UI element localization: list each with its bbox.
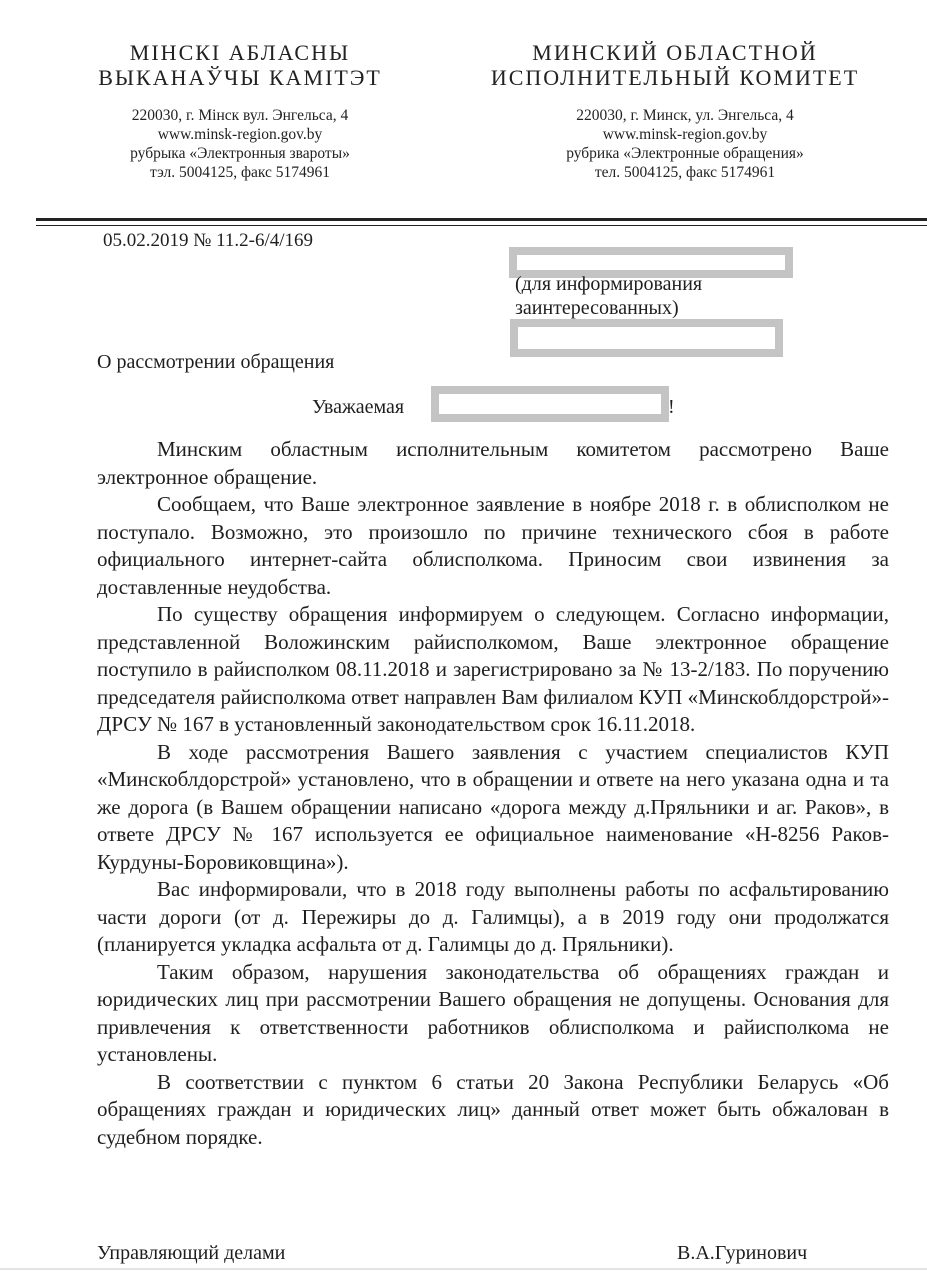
paragraph-not-received: Сообщаем, что Ваше электронное заявление в ноябре 2018 г. в облисполком не поступало. Возможно, это произошло по причине технического сбоя в работе официального интернет-сайта облисполкома. Приносим свои извинения за доставленные неудобства.	[97, 492, 889, 599]
org-title-ru-line2: ИСПОЛНИТЕЛЬНЫЙ КОМИТЕТ	[490, 65, 860, 90]
address-ru: 220030, г. Минск, ул. Энгельса, 4	[576, 107, 794, 124]
website-be: www.minsk-region.gov.by	[157, 126, 323, 143]
page-bottom-edge	[0, 1268, 927, 1270]
redacted-recipient-address	[510, 319, 783, 357]
address-be: 220030, г. Мінск вул. Энгельса, 4	[131, 107, 349, 124]
paragraph-asphalt-works: Вас информировали, что в 2018 году выполнены работы по асфальтированию части дороги (от д. Пережиры до д. Галимцы), а в 2019 году они продолжатся (планируется укладка асфальта от д. Галимцы до д. Пряльники).	[97, 877, 889, 956]
signature-position: Управляющий делами	[97, 1242, 286, 1264]
subject-line: О рассмотрении обращения	[97, 351, 335, 373]
paragraph-road-identity: В ходе рассмотрения Вашего заявления с участием специалистов КУП «Минскоблдорстрой» установлено, что в обращении и ответе на него указана одна и та же дорога (в Вашем обращении написано «дорога между д.Пряльники и аг. Раков», в ответе ДРСУ № 167 используется ее официальное наименование «Н-8256 Раков-Курдуны-Боровиковщина»).	[97, 739, 889, 874]
paragraph-review-notice: Минским областным исполнительным комитетом рассмотрено Ваше электронное обращение.	[97, 437, 889, 489]
recipient-note-line1: (для информирования	[515, 273, 703, 295]
header-divider-thick	[36, 218, 927, 221]
org-title-be-line1: МІНСКІ АБЛАСНЫ	[129, 40, 351, 65]
redacted-salutation-name	[431, 386, 669, 422]
letter-body	[97, 436, 889, 1151]
rubric-be: рубрыка «Электронныя звароты»	[130, 145, 350, 162]
signature-name: В.А.Гуринович	[677, 1242, 808, 1264]
phone-be: тэл. 5004125, факс 5174961	[149, 164, 331, 181]
phone-ru: тел. 5004125, факс 5174961	[594, 164, 776, 181]
org-title-ru-line1: МИНСКИЙ ОБЛАСТНОЙ	[532, 40, 818, 65]
website-ru: www.minsk-region.gov.by	[602, 126, 768, 143]
header-divider-thin	[36, 225, 927, 226]
paragraph-appeal-rights: В соответствии с пунктом 6 статьи 20 Закона Республики Беларусь «Об обращениях граждан и юридических лиц» данный ответ может быть обжалован в судебном порядке.	[97, 1069, 889, 1149]
salutation-prefix: Уважаемая	[312, 396, 405, 418]
header-right	[480, 40, 870, 182]
rubric-ru: рубрика «Электронные обращения»	[566, 145, 804, 162]
salutation-suffix: !	[668, 396, 675, 418]
paragraph-substance: По существу обращения информируем о следующем. Согласно информации, представленной Воложинским райисполкомом, Ваше электронное обращение поступило в райисполком 08.11.2018 и зарегистрировано за № 13-2/183. По поручению председателя райисполкома ответ направлен Вам филиалом КУП «Минскоблдорстрой»-ДРСУ № 167 в установленный законодательством срок 16.11.2018.	[97, 602, 889, 736]
paragraph-conclusion: Таким образом, нарушения законодательства об обращениях граждан и юридических лиц при рассмотрении Вашего обращения не допущены. Основания для привлечения к ответственности работников облисполкома и райисполкома не установлены.	[97, 959, 889, 1066]
reference-number: 05.02.2019 № 11.2-6/4/169	[103, 230, 314, 251]
recipient-note-line2: заинтересованных)	[515, 297, 679, 319]
header-left	[70, 40, 410, 182]
org-title-be-line2: ВЫКАНАЎЧЫ КАМІТЭТ	[98, 65, 382, 90]
